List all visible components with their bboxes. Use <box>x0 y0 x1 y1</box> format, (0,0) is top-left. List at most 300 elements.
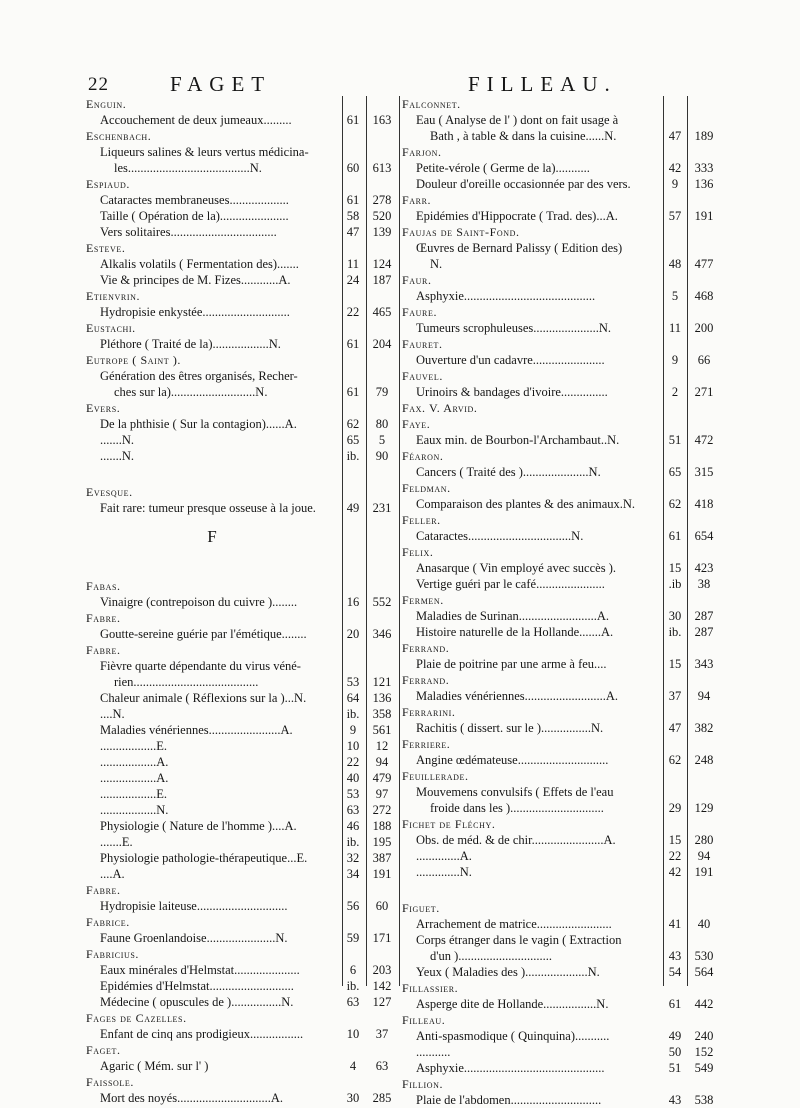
index-heading <box>86 484 377 500</box>
index-entry <box>402 996 718 1012</box>
entry-text: Ferrand. <box>402 641 450 655</box>
volume-number: 41 <box>668 917 682 931</box>
entry-text: Plaie de l'abdomen............................. <box>416 1093 602 1107</box>
page-reference: 465 <box>372 305 392 319</box>
entry-text: Hydropisie enkystée............................ <box>100 305 290 319</box>
volume-number: 43 <box>668 1093 682 1107</box>
index-entry <box>402 1092 718 1108</box>
index-entry <box>402 176 718 192</box>
entry-text: Faye. <box>402 417 431 431</box>
index-heading <box>402 480 718 496</box>
entry-text: Felix. <box>402 545 434 559</box>
index-entry <box>86 384 389 400</box>
index-heading <box>402 304 718 320</box>
entry-text: Urinoirs & bandages d'ivoire............... <box>416 385 608 399</box>
entry-text: Figuet. <box>402 901 440 915</box>
volume-number: 46 <box>346 819 360 833</box>
entry-text: Feller. <box>402 513 441 527</box>
index-entry <box>86 786 389 802</box>
entry-text: Goutte-sereine guérie par l'émétique........ <box>100 627 307 641</box>
entry-text: Eustachi. <box>86 321 136 335</box>
entry-text: Corps étranger dans le vagin ( Extraction <box>416 933 622 947</box>
volume-number: 37 <box>668 689 682 703</box>
index-heading <box>86 914 377 930</box>
entry-text: Esteve. <box>86 241 126 255</box>
entry-text: Angine œdémateuse............................. <box>416 753 609 767</box>
entry-text: Physiologie ( Nature de l'homme )....A. <box>100 819 297 833</box>
index-entry <box>402 128 718 144</box>
index-heading <box>86 1074 377 1090</box>
volume-number: 42 <box>668 865 682 879</box>
page-number: 22 <box>88 74 109 95</box>
entry-text: Epidémies d'Hippocrate ( Trad. des)...A. <box>416 209 618 223</box>
index-heading <box>402 416 718 432</box>
page-reference: 287 <box>694 625 714 639</box>
index-entry <box>86 994 392 1010</box>
volume-number: 49 <box>346 501 360 515</box>
page-reference: 191 <box>372 867 392 881</box>
volume-number: 47 <box>668 129 682 143</box>
entry-text: Petite-vérole ( Germe de la)........... <box>416 161 590 175</box>
page-reference: 80 <box>375 417 389 431</box>
page-reference: 358 <box>372 707 392 721</box>
entry-text: Epidémies d'Helmstat........................... <box>100 979 294 993</box>
entry-text: Fauvel. <box>402 369 443 383</box>
page-reference: 561 <box>372 723 392 737</box>
volume-number: 47 <box>346 225 360 239</box>
index-entry <box>86 818 392 834</box>
index-entry <box>86 256 392 272</box>
entry-text: Eau ( Analyse de l' ) dont on fait usage à <box>416 113 619 127</box>
entry-text: Fabas. <box>86 579 121 593</box>
index-entry <box>402 752 718 768</box>
page-reference: 231 <box>372 501 392 515</box>
entry-text: Fermen. <box>402 593 444 607</box>
volume-number: 10 <box>346 1027 360 1041</box>
running-head-right: FILLEAU. <box>468 72 617 96</box>
index-heading <box>86 642 377 658</box>
entry-text: Taille ( Opération de la)...................... <box>100 209 289 223</box>
volume-number: 60 <box>346 161 360 175</box>
entry-text: Maladies vénériennes..........................A. <box>416 689 619 703</box>
index-heading <box>402 768 718 784</box>
entry-text: Fabre. <box>86 611 121 625</box>
index-entry <box>86 722 392 738</box>
page-reference: 423 <box>694 561 714 575</box>
entry-text: Fillion. <box>402 1077 444 1091</box>
page-reference: 38 <box>697 577 711 591</box>
index-entry <box>86 962 392 978</box>
entry-text: Ouverture d'un cadavre....................... <box>416 353 605 367</box>
index-entry <box>86 658 377 674</box>
index-heading <box>402 592 718 608</box>
volume-number: 32 <box>346 851 360 865</box>
page-reference: 136 <box>694 177 714 191</box>
volume-number: 9 <box>671 177 679 191</box>
index-heading <box>402 224 718 240</box>
index-entry <box>402 608 718 624</box>
page-reference: 136 <box>372 691 392 705</box>
entry-text: Eutrope ( Saint ). <box>86 353 182 367</box>
volume-number: 9 <box>671 353 679 367</box>
entry-text: Vie & principes de M. Fizes............A. <box>100 273 291 287</box>
index-heading <box>402 1076 718 1092</box>
index-heading <box>402 736 718 752</box>
entry-text: Faujas de Saint-Fond. <box>402 225 520 239</box>
volume-number: 61 <box>346 113 360 127</box>
page-reference: 333 <box>694 161 714 175</box>
index-entry <box>86 674 392 690</box>
index-heading <box>402 512 718 528</box>
volume-number: 22 <box>346 305 360 319</box>
page-reference: 203 <box>372 963 392 977</box>
page-reference: 204 <box>372 337 392 351</box>
volume-number: 54 <box>668 965 682 979</box>
entry-text: Féaron. <box>402 449 444 463</box>
entry-text: ........... <box>416 1045 451 1059</box>
index-entry <box>402 1060 718 1076</box>
volume-number: 61 <box>346 385 360 399</box>
page-reference: 191 <box>694 209 714 223</box>
volume-number: ib. <box>346 449 360 463</box>
volume-number: 63 <box>346 803 360 817</box>
page-reference: 200 <box>694 321 714 335</box>
page-reference: 387 <box>372 851 392 865</box>
entry-text: Evesque. <box>86 485 133 499</box>
volume-number: 15 <box>668 833 682 847</box>
entry-text: Anasarque ( Vin employé avec succès ). <box>416 561 616 575</box>
page-reference: 468 <box>694 289 714 303</box>
page-reference: 163 <box>372 113 392 127</box>
index-entry <box>86 866 392 882</box>
page-reference: 272 <box>372 803 392 817</box>
volume-number: 22 <box>668 849 682 863</box>
volume-number: 61 <box>346 193 360 207</box>
index-entry <box>86 850 392 866</box>
index-entry <box>402 864 718 880</box>
entry-text: ..................E. <box>100 739 168 753</box>
index-entry <box>86 754 389 770</box>
volume-number: 20 <box>346 627 360 641</box>
entry-text: Obs. de méd. & de chir.......................A. <box>416 833 616 847</box>
volume-number: ib. <box>346 835 360 849</box>
entry-text: Eschenbach. <box>86 129 152 143</box>
index-entry <box>402 932 718 948</box>
volume-number: 30 <box>346 1091 360 1105</box>
volume-number: 48 <box>668 257 682 271</box>
volume-number: 51 <box>668 433 682 447</box>
index-entry <box>86 208 392 224</box>
index-entry <box>402 352 718 368</box>
entry-text: Chaleur animale ( Réflexions sur la )...N. <box>100 691 307 705</box>
entry-text: Fax. V. Arvid. <box>402 401 478 415</box>
index-entry <box>402 832 718 848</box>
page-reference: 538 <box>694 1093 714 1107</box>
volume-number: 65 <box>668 465 682 479</box>
entry-text: Etienvrin. <box>86 289 141 303</box>
entry-text: .......N. <box>100 433 135 447</box>
index-entry <box>86 160 392 176</box>
index-heading <box>86 128 377 144</box>
index-entry <box>86 706 392 722</box>
index-entry <box>402 256 718 272</box>
entry-text: Histoire naturelle de la Hollande.......A. <box>416 625 614 639</box>
index-entry <box>86 336 392 352</box>
index-entry <box>402 432 718 448</box>
index-entry <box>86 416 389 432</box>
index-entry <box>402 800 718 816</box>
volume-number: 57 <box>668 209 682 223</box>
index-entry <box>402 688 718 704</box>
entry-text: Ferriere. <box>402 737 451 751</box>
index-entry <box>86 500 392 516</box>
page-reference: 240 <box>694 1029 714 1043</box>
entry-text: Fabrice. <box>86 915 130 929</box>
entry-text: Rachitis ( dissert. sur le )................N. <box>416 721 604 735</box>
entry-text: Feldman. <box>402 481 451 495</box>
entry-text: les.......................................N. <box>114 161 262 175</box>
index-heading <box>402 704 718 720</box>
entry-text: Asphyxie.......................................... <box>416 289 596 303</box>
entry-text: Bath , à table & dans la cuisine......N. <box>430 129 617 143</box>
page-reference: 94 <box>697 849 711 863</box>
page-reference: 66 <box>697 353 711 367</box>
index-entry <box>402 1044 718 1060</box>
entry-text: Médecine ( opuscules de )................N. <box>100 995 294 1009</box>
index-column-right <box>402 96 718 1108</box>
entry-text: Espiaud. <box>86 177 131 191</box>
entry-text: De la phthisie ( Sur la contagion)......A. <box>100 417 297 431</box>
index-entry <box>402 208 718 224</box>
page-reference: 418 <box>694 497 714 511</box>
page-reference: 477 <box>694 257 714 271</box>
entry-text: Comparaison des plantes & des animaux.N. <box>416 497 636 511</box>
index-heading <box>86 176 377 192</box>
entry-text: ..................E. <box>100 787 168 801</box>
entry-text: Agaric ( Mém. sur l' ) <box>100 1059 209 1073</box>
index-heading <box>86 610 377 626</box>
page-reference: 564 <box>694 965 714 979</box>
volume-number: 24 <box>346 273 360 287</box>
volume-number: ib. <box>668 625 682 639</box>
index-entry <box>402 320 718 336</box>
entry-text: ..................A. <box>100 771 169 785</box>
index-entry <box>86 1090 392 1106</box>
entry-text: Vinaigre (contrepoison du cuivre )........ <box>100 595 298 609</box>
volume-number: 6 <box>349 963 357 977</box>
index-heading <box>86 400 377 416</box>
index-heading <box>402 96 718 112</box>
entry-text: Vertige guéri par le café...................... <box>416 577 605 591</box>
index-entry <box>402 528 718 544</box>
entry-text: Eaux min. de Bourbon-l'Archambaut..N. <box>416 433 620 447</box>
entry-text: Filleau. <box>402 1013 446 1027</box>
index-heading <box>86 352 377 368</box>
index-entry <box>86 738 389 754</box>
page-reference: 654 <box>694 529 714 543</box>
page-reference: 520 <box>372 209 392 223</box>
entry-text: Anti-spasmodique ( Quinquina)........... <box>416 1029 610 1043</box>
index-entry <box>86 1026 389 1042</box>
entry-text: .......E. <box>100 835 133 849</box>
volume-number: 62 <box>668 497 682 511</box>
index-entry <box>402 464 718 480</box>
entry-text: Fabre. <box>86 883 121 897</box>
entry-text: Plaie de poitrine par une arme à feu.... <box>416 657 607 671</box>
page-reference: 40 <box>697 917 711 931</box>
page-reference: 5 <box>378 433 386 447</box>
entry-text: Cataractes.................................N. <box>416 529 584 543</box>
index-entry <box>86 192 392 208</box>
row-spacer <box>402 880 718 900</box>
column-rule <box>399 96 400 986</box>
volume-number: 63 <box>346 995 360 1009</box>
page-reference: 121 <box>372 675 392 689</box>
page-reference: 94 <box>697 689 711 703</box>
entry-text: Accouchement de deux jumeaux......... <box>100 113 292 127</box>
row-spacer <box>86 464 377 484</box>
page-reference: 472 <box>694 433 714 447</box>
page-reference: 139 <box>372 225 392 239</box>
entry-text: Maladies vénériennes.......................A. <box>100 723 293 737</box>
index-heading <box>402 980 718 996</box>
index-heading <box>402 900 718 916</box>
page-reference: 171 <box>372 931 392 945</box>
entry-text: Vers solitaires.................................. <box>100 225 277 239</box>
entry-text: Falconnet. <box>402 97 461 111</box>
volume-number: ib. <box>346 979 360 993</box>
page-reference: 346 <box>372 627 392 641</box>
volume-number: .ib <box>668 577 682 591</box>
index-heading <box>86 1042 377 1058</box>
page-reference: 549 <box>694 1061 714 1075</box>
entry-text: Œuvres de Bernard Palissy ( Edition des) <box>416 241 623 255</box>
entry-text: Alkalis volatils ( Fermentation des)....... <box>100 257 299 271</box>
entry-text: Asphyxie............................................. <box>416 1061 605 1075</box>
volume-number: 61 <box>668 529 682 543</box>
page-reference: 278 <box>372 193 392 207</box>
page-reference: 79 <box>375 385 389 399</box>
index-entry <box>86 834 392 850</box>
index-entry <box>402 160 718 176</box>
page-reference: 90 <box>375 449 389 463</box>
index-entry <box>86 224 392 240</box>
volume-number: 9 <box>349 723 357 737</box>
index-heading <box>86 882 377 898</box>
volume-number: 47 <box>668 721 682 735</box>
entry-text: ches sur la)...........................N. <box>114 385 268 399</box>
page-reference: 187 <box>372 273 392 287</box>
index-entry <box>402 576 718 592</box>
index-entry <box>86 930 392 946</box>
index-entry <box>402 288 718 304</box>
page-reference: 315 <box>694 465 714 479</box>
index-heading <box>402 544 718 560</box>
entry-text: Ferrarini. <box>402 705 456 719</box>
index-entry <box>86 1058 389 1074</box>
volume-number: 5 <box>671 289 679 303</box>
index-entry <box>86 594 392 610</box>
entry-text: ..................A. <box>100 755 169 769</box>
entry-text: Faget. <box>86 1043 121 1057</box>
page-reference: 343 <box>694 657 714 671</box>
page-reference: 12 <box>375 739 389 753</box>
entry-text: N. <box>430 257 443 271</box>
page-reference: 195 <box>372 835 392 849</box>
volume-number: 61 <box>346 337 360 351</box>
entry-text: Fait rare: tumeur presque osseuse à la joue. <box>100 501 316 515</box>
index-entry <box>402 496 718 512</box>
entry-text: Asperge dite de Hollande.................N. <box>416 997 609 1011</box>
entry-text: Faur. <box>402 273 432 287</box>
volume-number: 40 <box>346 771 360 785</box>
index-heading <box>402 144 718 160</box>
index-heading <box>86 288 377 304</box>
page-reference: 188 <box>372 819 392 833</box>
entry-text: Fages de Cazelles. <box>86 1011 187 1025</box>
page-reference: 271 <box>694 385 714 399</box>
index-entry <box>86 432 386 448</box>
index-heading <box>86 96 377 112</box>
entry-text: Yeux ( Maladies des )....................N. <box>416 965 600 979</box>
index-entry <box>86 448 389 464</box>
page-reference: 97 <box>375 787 389 801</box>
page-reference: 552 <box>372 595 392 609</box>
index-entry <box>402 720 718 736</box>
index-entry <box>86 304 392 320</box>
page-reference: 189 <box>694 129 714 143</box>
index-entry <box>86 802 392 818</box>
entry-text: d'un ).............................. <box>430 949 553 963</box>
volume-number: 56 <box>346 899 360 913</box>
index-entry <box>402 784 718 800</box>
volume-number: ib. <box>346 707 360 721</box>
page-reference: 63 <box>375 1059 389 1073</box>
index-entry <box>86 144 377 160</box>
entry-text: Enfant de cinq ans prodigieux................. <box>100 1027 304 1041</box>
volume-number: 11 <box>346 257 360 271</box>
index-entry <box>402 916 718 932</box>
page-reference: 124 <box>372 257 392 271</box>
index-heading <box>402 672 718 688</box>
page-reference: 152 <box>694 1045 714 1059</box>
page-reference: 37 <box>375 1027 389 1041</box>
index-heading <box>402 336 718 352</box>
volume-number: 10 <box>346 739 360 753</box>
volume-number: 2 <box>671 385 679 399</box>
page-reference: 60 <box>375 899 389 913</box>
entry-text: Faure. <box>402 305 438 319</box>
page-reference: 94 <box>375 755 389 769</box>
entry-text: Enguin. <box>86 97 127 111</box>
entry-text: Cataractes membraneuses................... <box>100 193 289 207</box>
entry-text: Fièvre quarte dépendante du virus véné- <box>100 659 301 673</box>
index-heading <box>86 240 377 256</box>
page-reference: 191 <box>694 865 714 879</box>
volume-number: 59 <box>346 931 360 945</box>
entry-text: Douleur d'oreille occasionnée par des vers. <box>416 177 631 191</box>
entry-text: Fauret. <box>402 337 443 351</box>
entry-text: Evers. <box>86 401 121 415</box>
entry-text: ..................N. <box>100 803 169 817</box>
page-reference: 479 <box>372 771 392 785</box>
page-reference: 129 <box>694 801 714 815</box>
index-entry <box>402 964 718 980</box>
entry-text: rien........................................ <box>114 675 259 689</box>
index-entry <box>86 770 392 786</box>
volume-number: 30 <box>668 609 682 623</box>
index-entry <box>86 978 392 994</box>
